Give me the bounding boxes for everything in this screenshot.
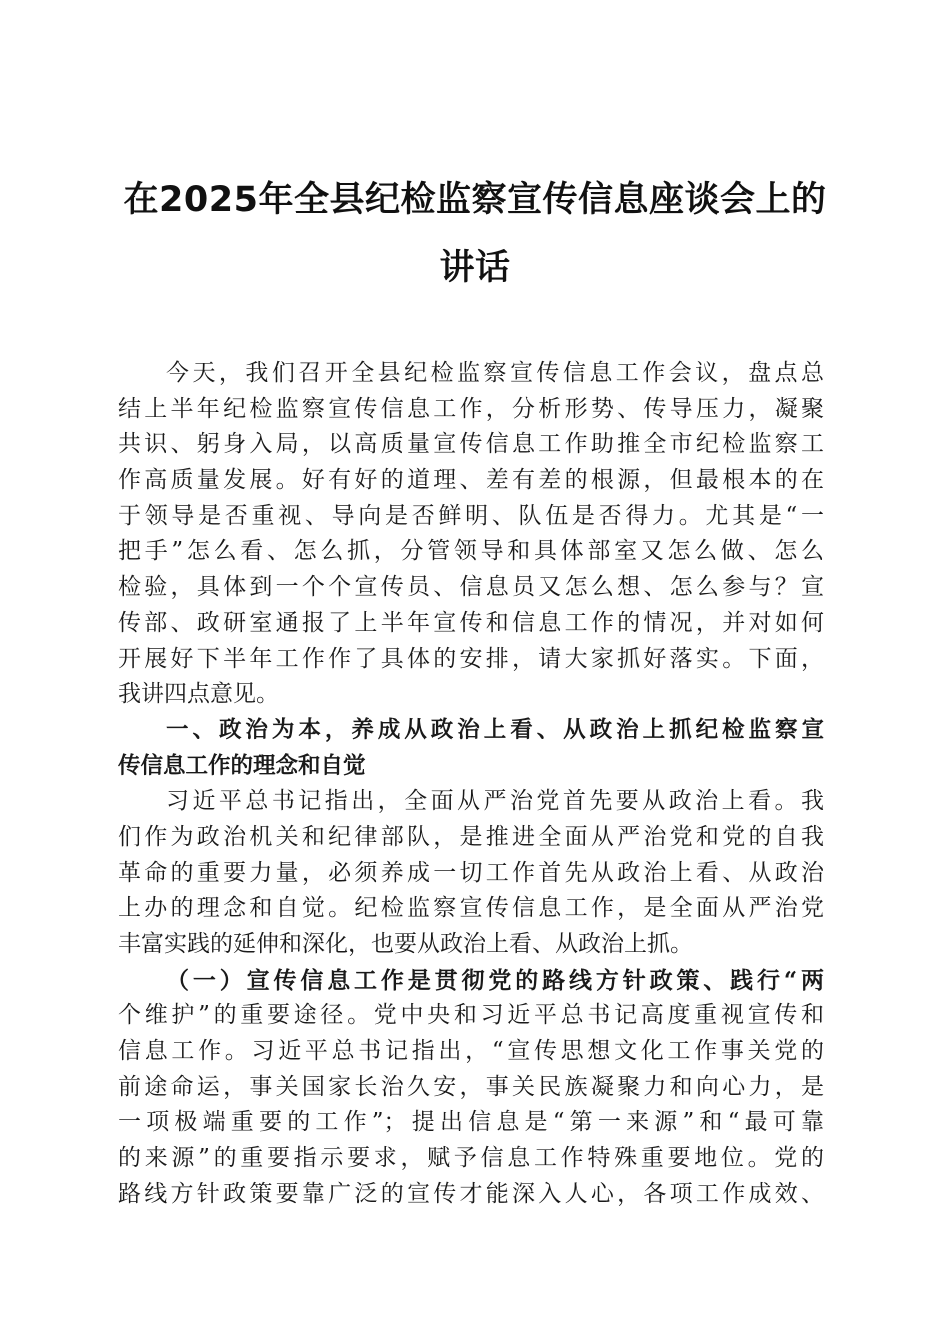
paragraph-1-line: 传部、政研室通报了上半年宣传和信息工作的情况，并对如何 <box>118 609 824 636</box>
paragraph-2-line: 上办的理念和自觉。纪检监察宣传信息工作，是全面从严治党 <box>118 895 824 922</box>
paragraph-3-line: 的来源”的重要指示要求，赋予信息工作特殊重要地位。党的 <box>118 1145 824 1172</box>
paragraph-3-line: （一）宣传信息工作是贯彻党的路线方针政策、践行“两 <box>166 966 824 994</box>
paragraph-2-line: 革命的重要力量，必须养成一切工作首先从政治上看、从政治 <box>118 859 824 886</box>
paragraph-3-line: 路线方针政策要靠广泛的宣传才能深入人心，各项工作成效、 <box>118 1180 824 1207</box>
document-body <box>118 356 824 1213</box>
paragraph-1-line: 今天，我们召开全县纪检监察宣传信息工作会议，盘点总 <box>166 360 824 386</box>
paragraph-2-line: 们作为政治机关和纪律部队，是推进全面从严治党和党的自我 <box>118 823 824 850</box>
paragraph-3-line: 信息工作。习近平总书记指出，“宣传思想文化工作事关党的 <box>118 1038 824 1065</box>
section-heading-1-line: 一、政治为本，养成从政治上看、从政治上抓纪检监察宣 <box>166 716 824 743</box>
document-title-line-2: 讲话 <box>439 248 511 288</box>
paragraph-1-line: 结上半年纪检监察宣传信息工作，分析形势、传导压力，凝聚 <box>118 395 824 422</box>
paragraph-3-line: 前途命运，事关国家长治久安，事关民族凝聚力和向心力，是 <box>118 1073 824 1100</box>
section-heading-1-line: 传信息工作的理念和自觉 <box>118 752 366 779</box>
paragraph-1-line: 我讲四点意见。 <box>118 681 279 708</box>
document-title-line-1: 在2025年全县纪检监察宣传信息座谈会上的 <box>123 180 827 220</box>
paragraph-3-line: 一项极端重要的工作”；提出信息是“第一来源”和“最可靠 <box>118 1109 824 1136</box>
paragraph-2-line: 习近平总书记指出，全面从严治党首先要从政治上看。我 <box>166 788 824 815</box>
paragraph-2-line: 丰富实践的延伸和深化，也要从政治上看、从政治上抓。 <box>118 931 693 957</box>
paragraph-1-line: 共识、躬身入局，以高质量宣传信息工作助推全市纪检监察工 <box>118 431 824 458</box>
paragraph-1-line: 作高质量发展。好有好的道理、差有差的根源，但最根本的在 <box>118 467 824 494</box>
paragraph-1-line: 检验，具体到一个个宣传员、信息员又怎么想、怎么参与？宣 <box>118 574 824 601</box>
paragraph-1-line: 把手”怎么看、怎么抓，分管领导和具体部室又怎么做、怎么 <box>118 538 824 565</box>
paragraph-1-line: 开展好下半年工作作了具体的安排，请大家抓好落实。下面， <box>118 645 824 672</box>
paragraph-3-line: 个维护”的重要途径。党中央和习近平总书记高度重视宣传和 <box>118 1002 824 1029</box>
paragraph-1-line: 于领导是否重视、导向是否鲜明、队伍是否得力。尤其是“一 <box>118 502 824 529</box>
